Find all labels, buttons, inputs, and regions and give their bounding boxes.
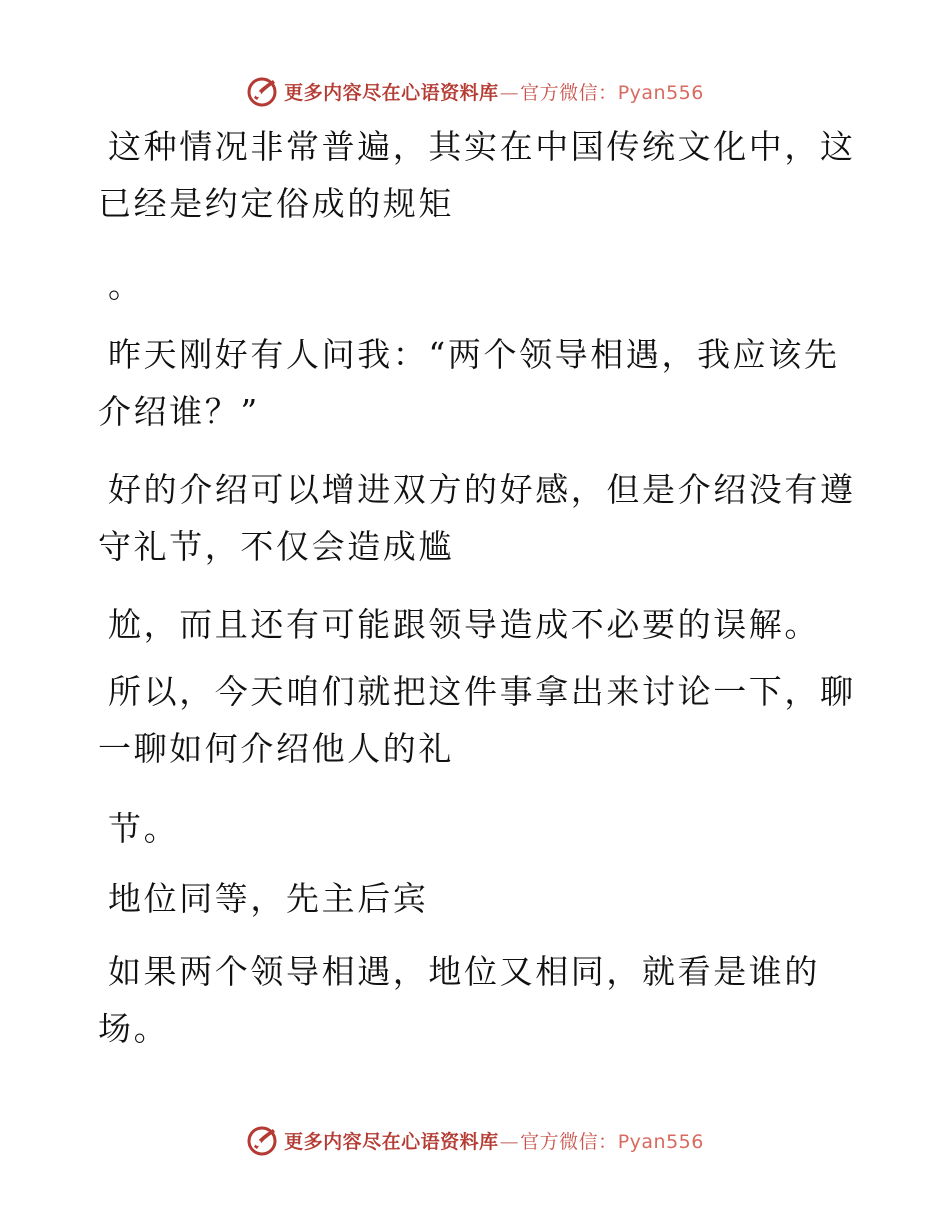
watermark-text: 更多内容尽在心语资料库—官方微信：Pyan556	[284, 1130, 704, 1153]
text-line: 所以，今天咱们就把这件事拿出来讨论一下，聊	[108, 672, 856, 711]
red-brush-logo-icon	[246, 1123, 280, 1157]
paragraph	[98, 326, 838, 440]
text-line: 地位同等，先主后宾	[108, 879, 429, 918]
paragraph	[98, 118, 856, 232]
text-line: 一聊如何介绍他人的礼	[98, 729, 454, 768]
paragraph	[98, 257, 838, 314]
paragraph	[98, 461, 856, 575]
text-line: 节。	[108, 809, 180, 848]
text-line: 。	[108, 266, 144, 305]
text-line: 介绍谁？”	[98, 392, 260, 431]
paragraph	[98, 800, 838, 857]
section-heading	[98, 870, 838, 927]
text-line: 这种情况非常普遍，其实在中国传统文化中，这	[108, 127, 856, 166]
text-line: 好的介绍可以增进双方的好感，但是介绍没有遵	[108, 470, 856, 509]
paragraph	[98, 663, 856, 777]
text-line: 守礼节，不仅会造成尴	[98, 527, 454, 566]
footer-watermark	[0, 1120, 950, 1160]
text-line: 如果两个领导相遇，地位又相同，就看是谁的	[108, 952, 820, 991]
paragraph	[98, 596, 838, 653]
header-watermark	[0, 71, 950, 111]
text-line: 已经是约定俗成的规矩	[98, 184, 454, 223]
red-brush-logo-icon	[246, 74, 280, 108]
text-line: 场。	[98, 1009, 170, 1048]
watermark-text: 更多内容尽在心语资料库—官方微信：Pyan556	[284, 81, 704, 104]
paragraph	[98, 943, 838, 1057]
text-line: 昨天刚好有人问我：“两个领导相遇，我应该先	[108, 335, 840, 374]
text-line: 尬，而且还有可能跟领导造成不必要的误解。	[108, 605, 820, 644]
